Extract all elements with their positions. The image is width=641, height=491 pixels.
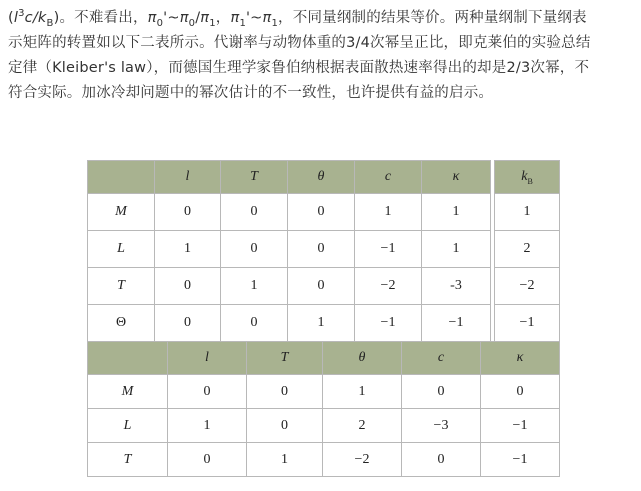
dimension-table-2 [87, 341, 560, 477]
table-row [88, 194, 560, 231]
table-cell: −2 [495, 268, 560, 305]
table-row [88, 409, 560, 443]
table-cell: 0 [155, 268, 221, 305]
paragraph-line-4: 符合实际。加冰冷却问题中的幂次估计的不一致性，也许提供有益的启示。 [8, 85, 494, 101]
table-cell: −3 [402, 409, 481, 443]
header-kB: $k_B$ [495, 161, 560, 194]
table-cell: 0 [155, 194, 221, 231]
table-cell: −1 [495, 305, 560, 342]
table-cell: 1 [495, 194, 560, 231]
header-c: c [402, 342, 481, 375]
table-cell: 1 [355, 194, 422, 231]
table-cell: 1 [422, 194, 491, 231]
header-kappa: κ [422, 161, 491, 194]
table-cell: 1 [221, 268, 288, 305]
body-paragraph [8, 6, 636, 106]
paragraph-line-3: 定律（Kleiber's law），而德国生理学家鲁伯纳根据表面散热速率得出的却是2/3次幂，不 [8, 60, 590, 76]
table-cell: 0 [221, 305, 288, 342]
table-cell: 1 [323, 375, 402, 409]
table-cell: 0 [288, 268, 355, 305]
dimension-table-1 [87, 160, 560, 342]
row-label: Θ [88, 305, 155, 342]
table-cell: −1 [355, 305, 422, 342]
table-cell: −1 [481, 443, 560, 477]
table-cell: −1 [355, 231, 422, 268]
table-cell: 1 [247, 443, 323, 477]
table-cell: −2 [355, 268, 422, 305]
table-cell: −1 [422, 305, 491, 342]
table-cell: 0 [247, 375, 323, 409]
corner-cell [88, 342, 168, 375]
table-cell: 0 [288, 231, 355, 268]
row-label: T [88, 443, 168, 477]
paragraph-line-2: 示矩阵的转置如以下二表所示。代谢率与动物体重的3/4次幂呈正比，即克莱伯的实验总结 [8, 35, 591, 51]
row-label: T [88, 268, 155, 305]
table-cell: 0 [155, 305, 221, 342]
row-label: L [88, 231, 155, 268]
row-label: M [88, 375, 168, 409]
table-cell: 0 [402, 375, 481, 409]
table-cell: 2 [495, 231, 560, 268]
header-l: l [155, 161, 221, 194]
table-cell: 1 [168, 409, 247, 443]
table-cell: 0 [168, 375, 247, 409]
table-cell: 0 [221, 194, 288, 231]
table-row [88, 231, 560, 268]
table-cell: 1 [288, 305, 355, 342]
row-label: L [88, 409, 168, 443]
table-row [88, 305, 560, 342]
table-cell: 1 [422, 231, 491, 268]
table-cell: 0 [481, 375, 560, 409]
row-label: M [88, 194, 155, 231]
header-kappa: κ [481, 342, 560, 375]
table-cell: 0 [221, 231, 288, 268]
table-row [88, 268, 560, 305]
header-l: l [168, 342, 247, 375]
table-cell: −1 [481, 409, 560, 443]
header-c: c [355, 161, 422, 194]
table-cell: 1 [155, 231, 221, 268]
header-T: T [247, 342, 323, 375]
paragraph-line-1: $(l^3c/k_B)$。不难看出，$\pi_0'\sim\pi_0/\pi_1$，$\pi_1'\sim\pi_1$，不同量纲制的结果等价。两种量纲制下量纲表 [8, 8, 587, 29]
header-T: T [221, 161, 288, 194]
table-cell: 0 [247, 409, 323, 443]
table-row [88, 443, 560, 477]
table-cell: -3 [422, 268, 491, 305]
table-cell: 0 [168, 443, 247, 477]
table-row [88, 375, 560, 409]
table-cell: 0 [402, 443, 481, 477]
table-header-row [88, 342, 560, 375]
table-cell: 0 [288, 194, 355, 231]
header-theta: θ [323, 342, 402, 375]
corner-cell [88, 161, 155, 194]
table-cell: 2 [323, 409, 402, 443]
table-cell: −2 [323, 443, 402, 477]
table-header-row [88, 161, 560, 194]
header-theta: θ [288, 161, 355, 194]
